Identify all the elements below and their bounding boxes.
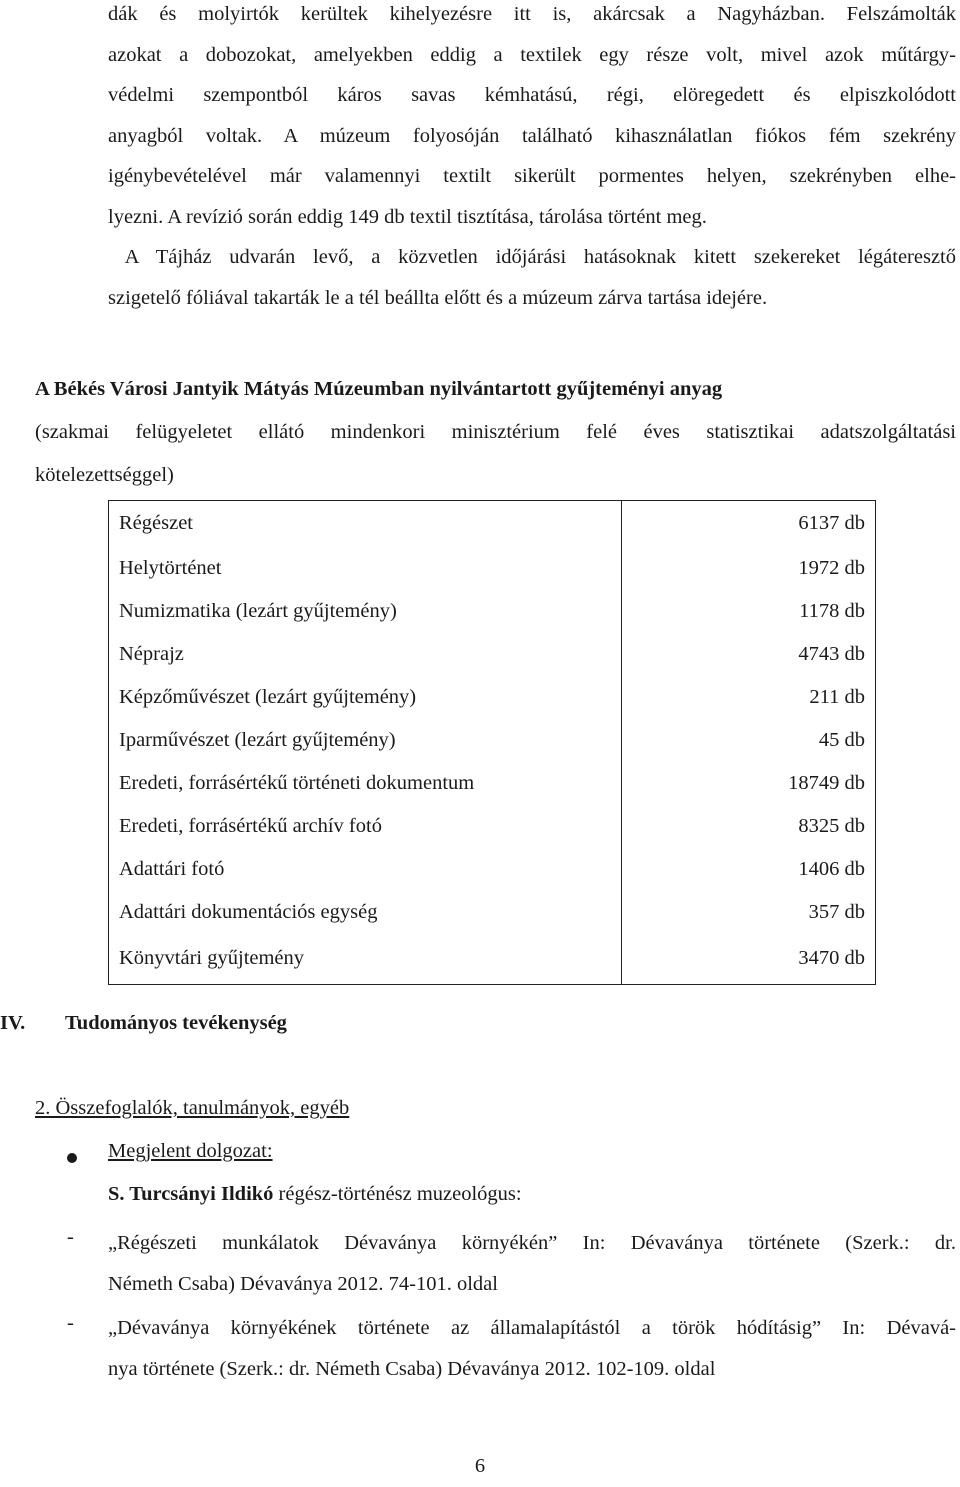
table-row xyxy=(109,762,876,805)
category-name: Numizmatika (lezárt gyűjtemény) xyxy=(109,590,622,633)
publication-line: Németh Csaba) Dévaványa 2012. 74-101. oldal xyxy=(108,1272,498,1295)
subsection-heading: 2. Összefoglalók, tanulmányok, egyéb xyxy=(35,1097,350,1119)
category-name: Helytörténet xyxy=(109,547,622,590)
table-row xyxy=(109,805,876,848)
category-name: Képzőművészet (lezárt gyűjtemény) xyxy=(109,676,622,719)
item-count: 4743 db xyxy=(798,642,865,665)
bullet-icon xyxy=(67,1153,77,1163)
collection-subtitle: (szakmai felügyeletet ellátó mindenkori minisztérium felé éves statisztikai adatszolgáltatási xyxy=(35,421,956,443)
category-name: Néprajz xyxy=(109,633,622,676)
item-count: 45 db xyxy=(818,728,865,751)
table-row xyxy=(109,547,876,590)
table-row xyxy=(109,891,876,934)
dash-marker: - xyxy=(67,1226,74,1248)
table-row xyxy=(109,633,876,676)
author-line xyxy=(108,1183,522,1206)
author-role: régész-történész muzeológus: xyxy=(273,1183,522,1205)
item-count: 8325 db xyxy=(798,814,865,837)
text-line: szigetelő fóliával takarták le a tél beállta előtt és a múzeum zárva tartása idejére. xyxy=(108,286,768,309)
text-line: anyagból voltak. A múzeum folyosóján található kihasználatlan fiókos fém szekrény xyxy=(108,124,956,147)
category-name: Iparművészet (lezárt gyűjtemény) xyxy=(109,719,622,762)
author-name: S. Turcsányi Ildikó xyxy=(108,1183,274,1205)
table-row xyxy=(109,934,876,985)
item-count: 1178 db xyxy=(799,599,865,622)
publication-line: „Dévaványa környékének története az államalapítástól a török hódításig” In: Dévavá- xyxy=(108,1317,956,1339)
text-line: A Tájház udvarán levő, a közvetlen időjárási hatásoknak kitett szekereket légáteresztő xyxy=(108,246,956,268)
category-name: Régészet xyxy=(109,501,622,547)
item-count: 1972 db xyxy=(798,556,865,579)
text-line: azokat a dobozokat, amelyekben eddig a textilek egy része volt, mivel azok műtárgy- xyxy=(108,43,956,66)
item-count: 357 db xyxy=(808,900,865,923)
category-name: Eredeti, forrásértékű archív fotó xyxy=(109,805,622,848)
publication-item xyxy=(108,1223,956,1304)
item-count: 6137 db xyxy=(798,512,865,535)
section-title: Tudományos tevékenység xyxy=(65,1012,287,1034)
item-count: 18749 db xyxy=(788,771,865,794)
publication-line: „Régészeti munkálatok Dévaványa környékén” In: Dévaványa története (Szerk.: dr. xyxy=(108,1232,956,1254)
category-name: Könyvtári gyűjtemény xyxy=(109,934,622,985)
tajhaz-paragraph xyxy=(108,237,956,318)
table-row xyxy=(109,590,876,633)
section-number: IV. xyxy=(0,1012,26,1034)
table-row xyxy=(109,848,876,891)
text-line: igénybevételével már valamennyi textilt sikerült pormentes helyen, szekrényben elhe- xyxy=(108,165,956,187)
item-count: 3470 db xyxy=(798,947,865,970)
item-count: 211 db xyxy=(809,685,865,708)
category-name: Adattári fotó xyxy=(109,848,622,891)
table-row xyxy=(109,501,876,547)
dash-marker: - xyxy=(67,1312,74,1334)
text-line: lyezni. A revízió során eddig 149 db textil tisztítása, tárolása történt meg. xyxy=(108,205,707,228)
collection-heading xyxy=(35,368,956,497)
collection-title: A Békés Városi Jantyik Mátyás Múzeumban nyilvántartott gyűjteményi anyag xyxy=(35,378,723,400)
text-line: védelmi szempontból káros savas kémhatású, régi, elöregedett és elpiszkolódott xyxy=(108,84,956,106)
category-name: Eredeti, forrásértékű történeti dokumentum xyxy=(109,762,622,805)
collection-table xyxy=(108,500,876,985)
publication-line: nya története (Szerk.: dr. Németh Csaba) Dévaványa 2012. 102-109. oldal xyxy=(108,1357,716,1380)
publication-item xyxy=(108,1308,956,1389)
page-number: 6 xyxy=(474,1455,486,1477)
bullet-label: Megjelent dolgozat: xyxy=(108,1140,273,1162)
intro-paragraph xyxy=(108,0,956,237)
table-row xyxy=(109,719,876,762)
collection-subtitle: kötelezettséggel) xyxy=(35,464,174,486)
text-line: dák és molyirtók kerültek kihelyezésre itt is, akárcsak a Nagyházban. Felszámolták xyxy=(108,3,956,25)
item-count: 1406 db xyxy=(798,857,865,880)
category-name: Adattári dokumentációs egység xyxy=(109,891,622,934)
table-row xyxy=(109,676,876,719)
